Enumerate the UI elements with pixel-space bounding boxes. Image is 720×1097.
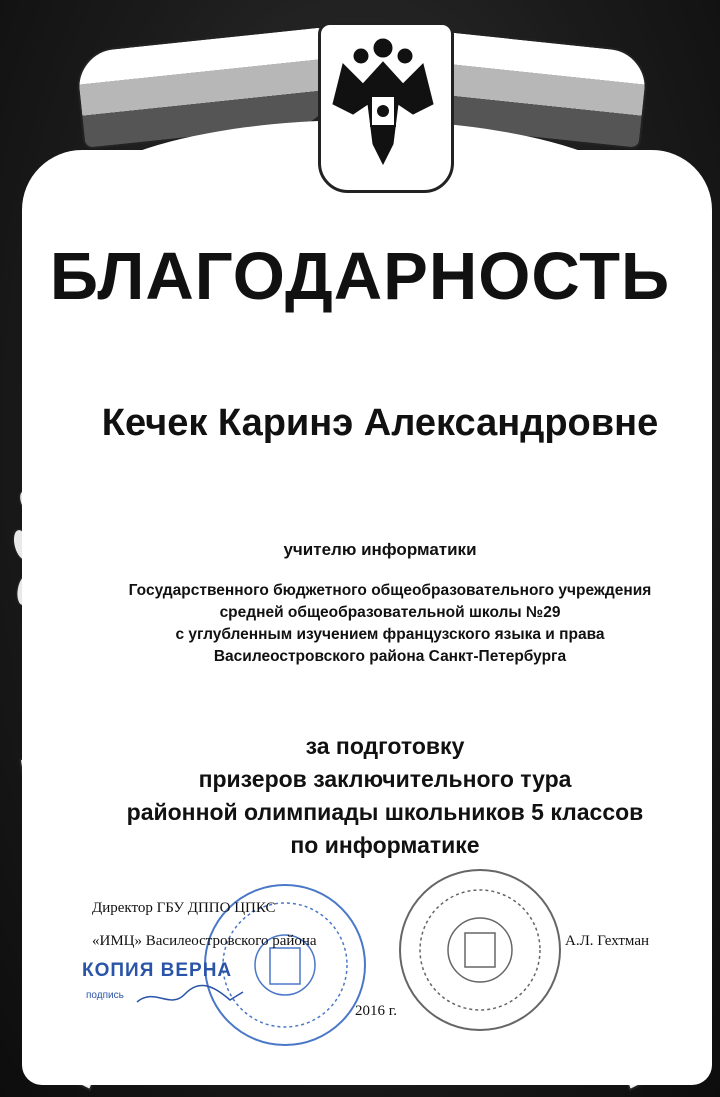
signer-name: А.Л. Гехтман — [565, 933, 650, 949]
recipient-role: учителю информатики — [283, 540, 477, 559]
copy-stamp-signature-label: подпись — [86, 990, 124, 1001]
double-headed-eagle-icon — [323, 34, 443, 174]
reason-line: районной олимпиады школьников 5 классов — [126, 799, 644, 825]
reason-line: за подготовку — [305, 733, 465, 759]
school-line: средней общеобразовательной школы №29 — [219, 604, 561, 621]
school-line: Государственного бюджетного общеобразовательного учреждения — [128, 582, 652, 599]
school-line: с углубленным изучением французского языка и права — [175, 626, 605, 643]
reason-block — [0, 730, 720, 862]
certificate-title: БЛАГОДАРНОСТЬ — [49, 239, 671, 314]
school-block — [0, 580, 720, 668]
school-line: Василеостровского района Санкт-Петербурга — [213, 648, 567, 665]
director-title: Директор ГБУ ДППО ЦПКС — [92, 900, 276, 916]
round-seal-grey-icon — [395, 865, 565, 1035]
reason-line: по информатике — [290, 832, 480, 858]
recipient-name: Кечек Каринэ Александровне — [101, 402, 659, 444]
issue-year: 2016 г. — [355, 1003, 397, 1019]
reason-line: призеров заключительного тура — [198, 766, 572, 792]
director-organization: «ИМЦ» Василеостровского района — [92, 933, 317, 949]
signature-scribble-icon — [135, 982, 245, 1012]
copy-stamp-label: КОПИЯ ВЕРНА — [82, 960, 233, 981]
copy-verified-stamp — [80, 960, 250, 1010]
